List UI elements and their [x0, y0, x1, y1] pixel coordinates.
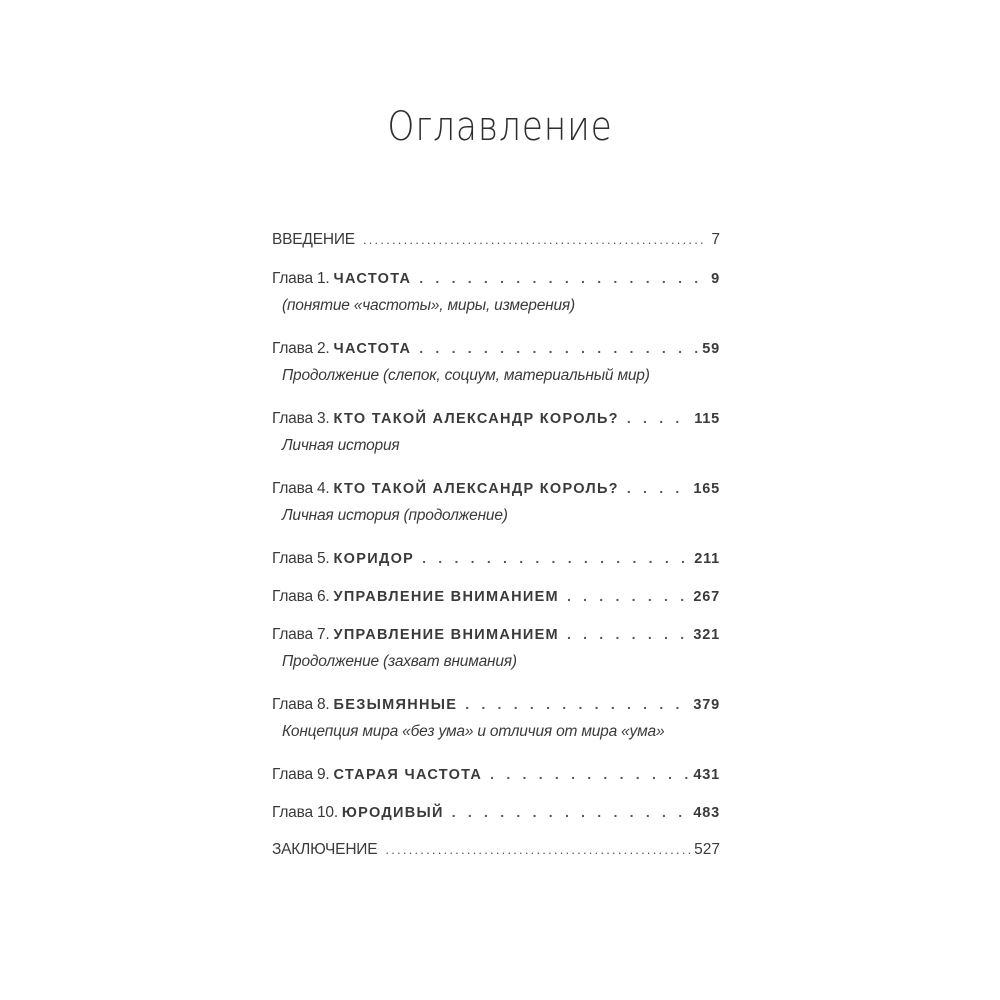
toc-entry-conclusion	[272, 836, 720, 864]
toc-page-number: 9	[711, 271, 720, 287]
chapter-title: КОРИДОР	[333, 551, 415, 567]
toc-page-number: 211	[694, 551, 720, 567]
toc-page-number: 267	[693, 589, 720, 605]
table-of-contents	[272, 226, 720, 864]
toc-entry-intro	[272, 226, 720, 254]
chapter-subtitle: (понятие «частоты», миры, измерения)	[282, 297, 575, 314]
dot-leader	[627, 474, 690, 502]
chapter-prefix: Глава 4.	[272, 480, 330, 497]
toc-page-number: 483	[693, 805, 720, 821]
chapter-prefix: Глава 3.	[272, 410, 330, 427]
toc-entry-chapter-6	[272, 582, 720, 610]
dot-leader	[490, 760, 689, 788]
dot-leader	[385, 836, 690, 864]
toc-page-number: 321	[693, 627, 720, 643]
chapter-title: ЧАСТОТА	[333, 341, 412, 357]
toc-entry-chapter-10	[272, 798, 720, 826]
dot-leader	[419, 334, 698, 362]
chapter-prefix: Глава 7.	[272, 626, 330, 643]
dot-leader	[567, 582, 689, 610]
toc-entry-chapter-5	[272, 544, 720, 572]
toc-page-number: 59	[702, 341, 720, 357]
chapter-subtitle: Личная история	[282, 437, 400, 454]
toc-entry-label: ЗАКЛЮЧЕНИЕ	[272, 841, 378, 858]
chapter-title: ЮРОДИВЫЙ	[341, 805, 444, 821]
chapter-subtitle: Концепция мира «без ума» и отличия от мира «ума»	[282, 723, 665, 740]
chapter-subtitle: Личная история (продолжение)	[282, 507, 508, 524]
toc-page-number: 165	[693, 481, 720, 497]
toc-entry-chapter-4	[272, 474, 720, 502]
toc-page-number: 115	[694, 411, 720, 427]
toc-entry-chapter-7	[272, 620, 720, 648]
chapter-title: КТО ТАКОЙ АЛЕКСАНДР КОРОЛЬ?	[333, 481, 619, 497]
chapter-title: УПРАВЛЕНИЕ ВНИМАНИЕМ	[333, 627, 559, 643]
chapter-subtitle: Продолжение (захват внимания)	[282, 653, 517, 670]
toc-page-number: 431	[693, 767, 720, 783]
chapter-prefix: Глава 9.	[272, 766, 330, 783]
dot-leader	[363, 226, 707, 254]
toc-page-number: 527	[694, 841, 720, 858]
dot-leader	[567, 620, 689, 648]
dot-leader	[627, 404, 690, 432]
chapter-title: СТАРАЯ ЧАСТОТА	[333, 767, 483, 783]
chapter-title: КТО ТАКОЙ АЛЕКСАНДР КОРОЛЬ?	[333, 411, 619, 427]
page-title: Оглавление	[387, 104, 613, 150]
dot-leader	[419, 264, 707, 292]
chapter-prefix: Глава 1.	[272, 270, 330, 287]
toc-page-number: 379	[693, 697, 720, 713]
chapter-prefix: Глава 5.	[272, 550, 330, 567]
chapter-subtitle: Продолжение (слепок, социум, материальный мир)	[282, 367, 650, 384]
chapter-prefix: Глава 2.	[272, 340, 330, 357]
chapter-title: ЧАСТОТА	[333, 271, 412, 287]
chapter-title: УПРАВЛЕНИЕ ВНИМАНИЕМ	[333, 589, 559, 605]
toc-page-number: 7	[711, 231, 720, 248]
chapter-prefix: Глава 10.	[272, 804, 338, 821]
toc-entry-chapter-8	[272, 690, 720, 718]
toc-entry-chapter-3	[272, 404, 720, 432]
chapter-title: БЕЗЫМЯННЫЕ	[333, 697, 458, 713]
dot-leader	[452, 798, 690, 826]
dot-leader	[422, 544, 690, 572]
toc-entry-label: ВВЕДЕНИЕ	[272, 231, 355, 248]
chapter-prefix: Глава 8.	[272, 696, 330, 713]
toc-entry-chapter-1	[272, 264, 720, 292]
dot-leader	[465, 690, 689, 718]
toc-entry-chapter-2	[272, 334, 720, 362]
toc-entry-chapter-9	[272, 760, 720, 788]
chapter-prefix: Глава 6.	[272, 588, 330, 605]
